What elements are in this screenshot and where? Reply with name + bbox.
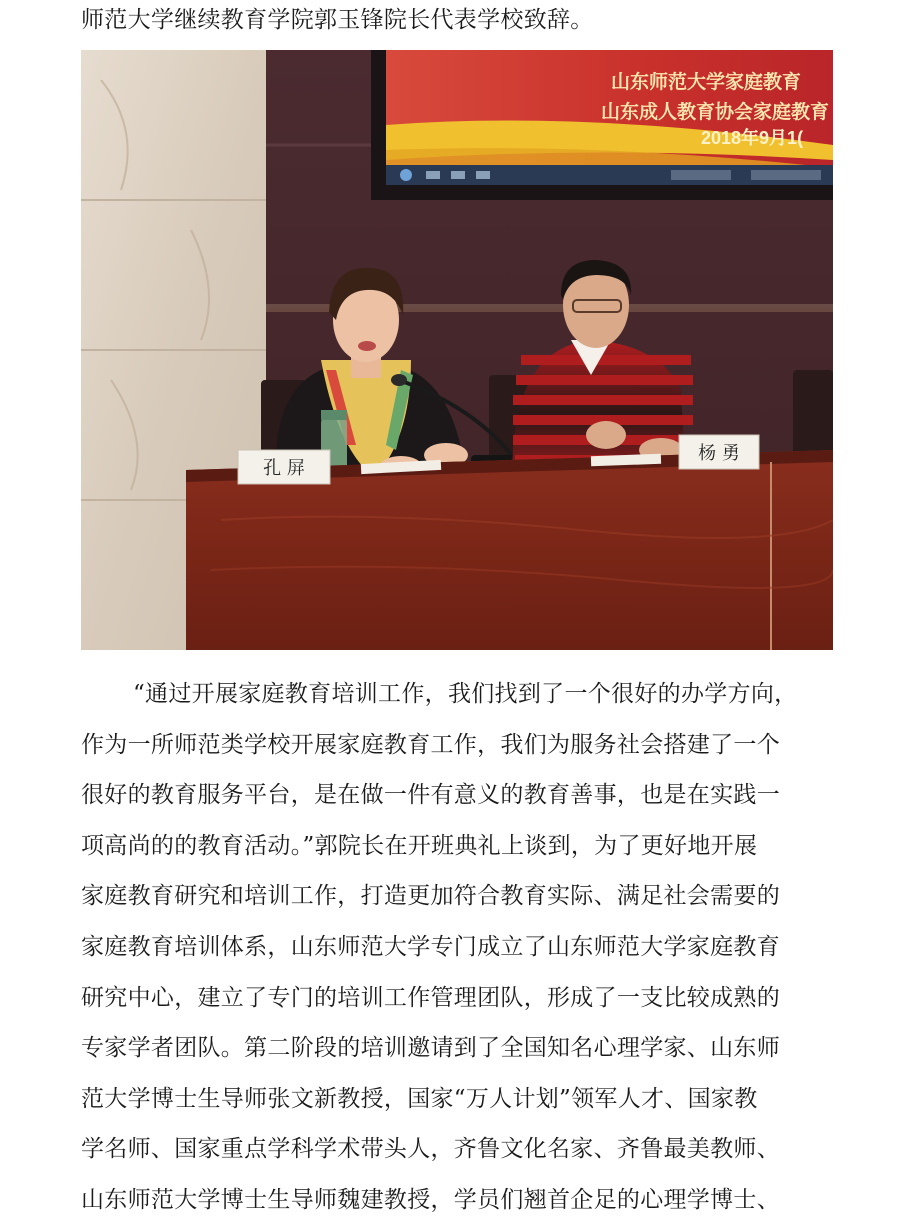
paragraph-line: 专家学者团队。第二阶段的培训邀请到了全国知名心理学家、山东师	[81, 1035, 780, 1061]
paragraph-line: 作为一所师范类学校开展家庭教育工作，我们为服务社会搭建了一个	[81, 732, 780, 758]
event-photo	[81, 50, 833, 650]
paragraph-line: 很好的教育服务平台，是在做一件有意义的教育善事，也是在实践一	[81, 782, 780, 808]
paragraph-line: 项高尚的的教育活动。”郭院长在开班典礼上谈到，为了更好地开展	[81, 833, 758, 859]
svg-text:孔 屏: 孔 屏	[263, 458, 305, 479]
paragraph-line: 家庭教育培训体系，山东师范大学专门成立了山东师范大学家庭教育	[81, 934, 780, 960]
screen-title-line-2: 山东成人教育协会家庭教育	[601, 102, 830, 123]
paragraph-line: 学名师、国家重点学科学术带头人，齐鲁文化名家、齐鲁最美教师、	[81, 1136, 780, 1162]
paragraph-line: 研究中心，建立了专门的培训工作管理团队，形成了一支比较成熟的	[81, 985, 780, 1011]
paragraph-line: 范大学博士生导师张文新教授，国家“万人计划”领军人才、国家教	[81, 1086, 758, 1112]
screen-date: 2018年9月1(	[701, 128, 804, 148]
caption-line: 师范大学继续教育学院郭玉锋院长代表学校致辞。	[81, 7, 594, 33]
svg-text:杨 勇: 杨 勇	[698, 443, 740, 464]
screen-title-line-1: 山东师范大学家庭教育	[611, 72, 802, 93]
paragraph-line: “通过开展家庭教育培训工作，我们找到了一个很好的办学方向，	[133, 681, 798, 707]
paragraph-line: 家庭教育研究和培训工作，打造更加符合教育实际、满足社会需要的	[81, 883, 780, 909]
paragraph-line: 山东师范大学博士生导师魏建教授，学员们翘首企足的心理学博士、	[81, 1187, 780, 1213]
